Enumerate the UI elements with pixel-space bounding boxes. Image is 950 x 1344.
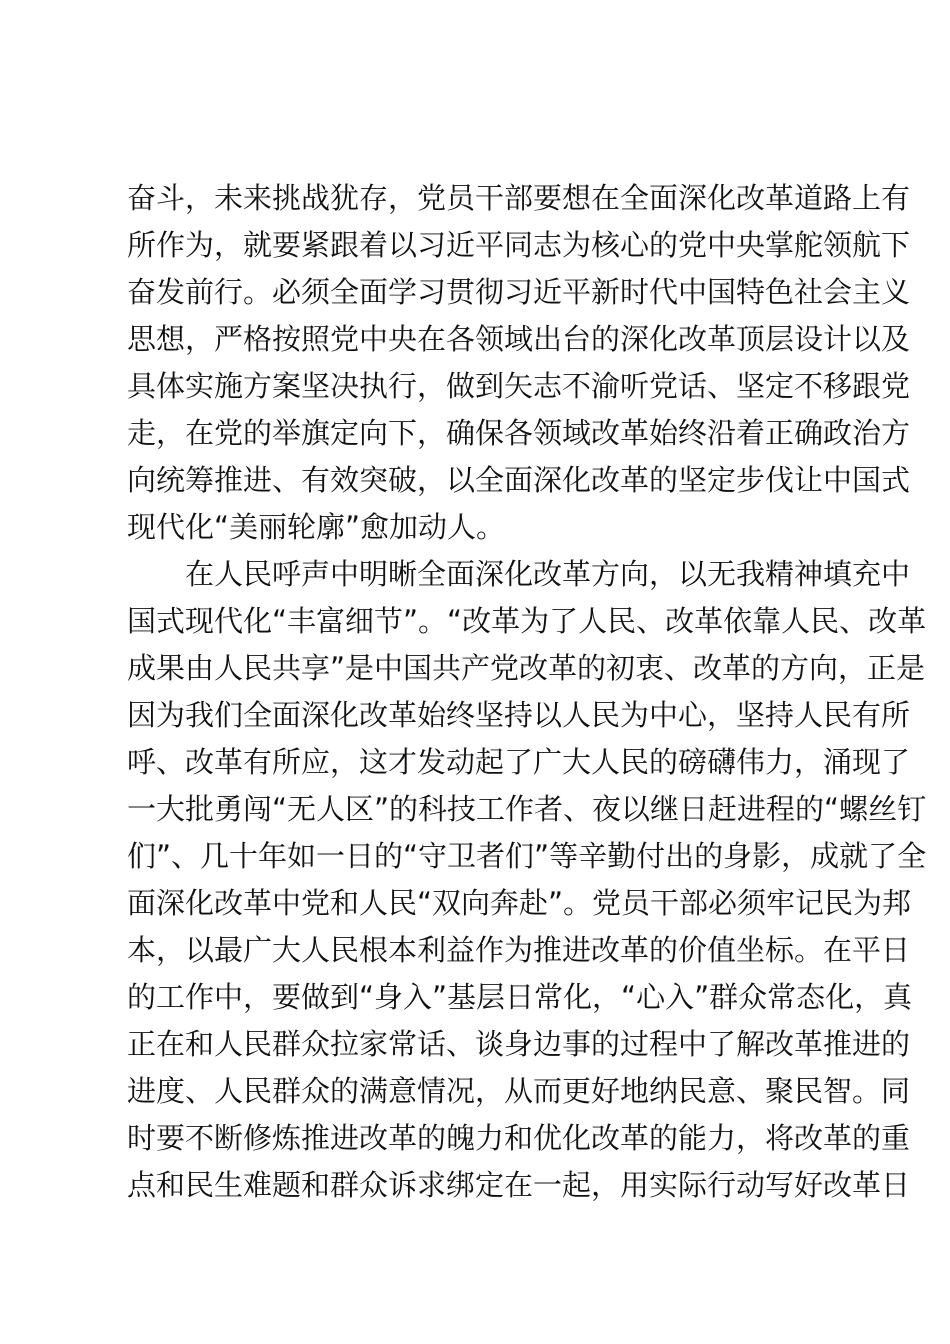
text-line: 思想，严格按照党中央在各领域出台的深化改革顶层设计以及 — [127, 322, 911, 356]
text-line: 向统筹推进、有效突破，以全面深化改革的坚定步伐让中国式 — [127, 463, 911, 497]
text-line: 呼、改革有所应，这才发动起了广大人民的磅礴伟力，涌现了 — [127, 745, 911, 779]
text-line: 们”、几十年如一日的“守卫者们”等辛勤付出的身影，成就了全 — [127, 839, 927, 873]
text-line: 的工作中，要做到“身入”基层日常化，“心入”群众常态化，真 — [127, 980, 913, 1014]
text-line: 所作为，就要紧跟着以习近平同志为核心的党中央掌舵领航下 — [127, 228, 911, 262]
text-line: 现代化“美丽轮廓”愈加动人。 — [127, 510, 506, 544]
text-line: 因为我们全面深化改革始终坚持以人民为中心，坚持人民有所 — [127, 698, 911, 732]
text-line: 本，以最广大人民根本利益作为推进改革的价值坐标。在平日 — [127, 933, 911, 967]
text-line: 进度、人民群众的满意情况，从而更好地纳民意、聚民智。同 — [127, 1074, 911, 1108]
text-line: 奋斗，未来挑战犹存，党员干部要想在全面深化改革道路上有 — [127, 181, 911, 215]
text-line: 走，在党的举旗定向下，确保各领域改革始终沿着正确政治方 — [127, 416, 911, 450]
text-line: 国式现代化“丰富细节”。“改革为了人民、改革依靠人民、改革 — [127, 604, 927, 638]
text-line: 正在和人民群众拉家常话、谈身边事的过程中了解改革推进的 — [127, 1027, 911, 1061]
body-text — [127, 175, 927, 1209]
text-line: 一大批勇闯“无人区”的科技工作者、夜以继日赶进程的“螺丝钉 — [127, 792, 927, 826]
text-line: 具体实施方案坚决执行，做到矢志不渝听党话、坚定不移跟党 — [127, 369, 911, 403]
text-line: 奋发前行。必须全面学习贯彻习近平新时代中国特色社会主义 — [127, 275, 911, 309]
text-line: 成果由人民共享”是中国共产党改革的初衷、改革的方向，正是 — [127, 651, 926, 685]
paragraph-start-line: 在人民呼声中明晰全面深化改革方向，以无我精神填充中 — [127, 557, 911, 591]
text-line: 点和民生难题和群众诉求绑定在一起，用实际行动写好改革日 — [127, 1168, 911, 1202]
text-line: 面深化改革中党和人民“双向奔赴”。党员干部必须牢记民为邦 — [127, 886, 912, 920]
text-line: 时要不断修炼推进改革的魄力和优化改革的能力，将改革的重 — [127, 1121, 911, 1155]
